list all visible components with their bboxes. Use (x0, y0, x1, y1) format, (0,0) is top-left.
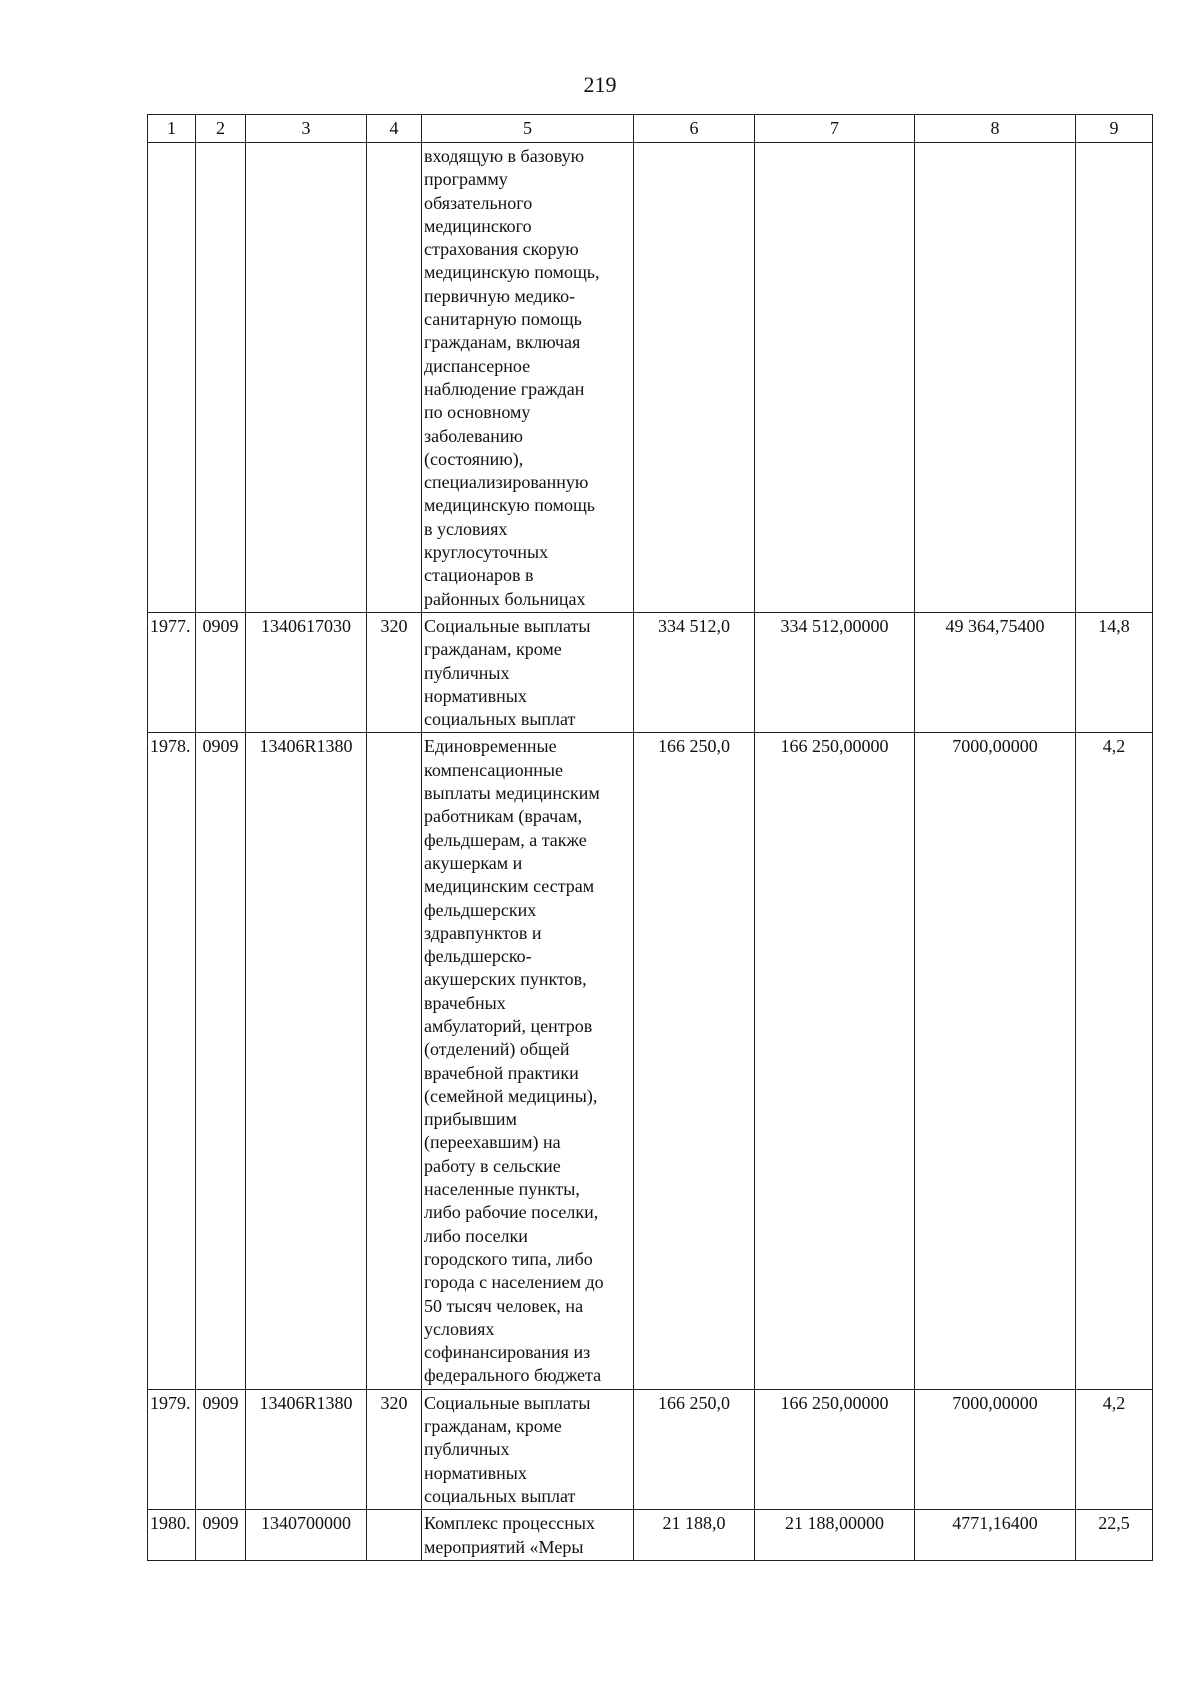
description-cell (422, 143, 634, 613)
revised-amount-cell (755, 143, 915, 613)
plan-amount-cell: 21 188,0 (634, 1510, 755, 1561)
description-line: наблюдение граждан (424, 378, 585, 399)
executed-amount-cell: 7000,00000 (915, 733, 1076, 1389)
header-cell: 8 (915, 115, 1076, 143)
description-line: компенсационные (424, 759, 563, 780)
header-cell: 4 (367, 115, 422, 143)
description-line: здравпунктов и (424, 922, 542, 943)
plan-amount-cell (634, 143, 755, 613)
description-line: населенные пункты, (424, 1179, 580, 1200)
expense-type-cell: 320 (367, 612, 422, 732)
description-line: мероприятий «Меры (424, 1536, 584, 1557)
description-line: публичных (424, 662, 510, 683)
description-line: медицинского (424, 215, 532, 236)
description-line: прибывшим (424, 1109, 517, 1130)
description-line: обязательного (424, 192, 533, 213)
description-line: фельдшерско- (424, 946, 532, 967)
description-line: страхования скорую (424, 239, 579, 260)
target-code-cell: 13406R1380 (246, 1389, 367, 1509)
percent-cell: 4,2 (1076, 733, 1153, 1389)
executed-amount-cell: 49 364,75400 (915, 612, 1076, 732)
description-line: стационаров в (424, 565, 534, 586)
description-line: Единовременные (424, 736, 557, 757)
row-number-cell (148, 143, 196, 613)
revised-amount-cell: 21 188,00000 (755, 1510, 915, 1561)
description-cell (422, 612, 634, 732)
description-line: (переехавшим) на (424, 1132, 561, 1153)
row-number-cell: 1979. (148, 1389, 196, 1509)
plan-amount-cell: 166 250,0 (634, 1389, 755, 1509)
header-cell: 1 (148, 115, 196, 143)
plan-amount-cell: 166 250,0 (634, 733, 755, 1389)
target-code-cell: 1340617030 (246, 612, 367, 732)
revised-amount-cell: 334 512,00000 (755, 612, 915, 732)
description-line: фельдшерских (424, 899, 537, 920)
budget-table (147, 114, 1153, 1561)
description-line: (состоянию), (424, 448, 524, 469)
description-line: фельдшерам, а также (424, 829, 587, 850)
executed-amount-cell: 4771,16400 (915, 1510, 1076, 1561)
description-line: медицинскую помощь, (424, 262, 600, 283)
description-line: федерального бюджета (424, 1365, 602, 1386)
percent-cell (1076, 143, 1153, 613)
description-line: первичную медико- (424, 285, 576, 306)
table-row (148, 143, 1153, 613)
description-line: (отделений) общей (424, 1039, 570, 1060)
table-row (148, 733, 1153, 1389)
header-row (148, 115, 1153, 143)
description-line: городского типа, либо (424, 1248, 593, 1269)
row-number-cell: 1980. (148, 1510, 196, 1561)
description-line: Социальные выплаты (424, 1392, 591, 1413)
percent-cell: 14,8 (1076, 612, 1153, 732)
expense-type-cell (367, 733, 422, 1389)
description-line: социальных выплат (424, 709, 576, 730)
description-line: специализированную (424, 472, 589, 493)
description-line: входящую в базовую (424, 146, 585, 166)
description-line: акушеркам и (424, 852, 523, 873)
description-line: (семейной медицины), (424, 1085, 598, 1106)
description-line: врачебных (424, 992, 506, 1013)
row-number-cell: 1978. (148, 733, 196, 1389)
page-number: 219 (583, 72, 617, 97)
header-cell: 5 (422, 115, 634, 143)
description-line: медицинскую помощь (424, 495, 596, 516)
description-line: нормативных (424, 685, 527, 706)
description-line: районных больницах (424, 588, 586, 609)
description-line: санитарную помощь (424, 309, 582, 330)
description-line: в условиях (424, 518, 508, 539)
table-body (148, 143, 1153, 1561)
description-line: выплаты медицинским (424, 783, 600, 804)
description-line: работу в сельские (424, 1155, 561, 1176)
description-line: по основному (424, 402, 531, 423)
description-line: круглосуточных (424, 542, 549, 563)
percent-cell: 22,5 (1076, 1510, 1153, 1561)
executed-amount-cell (915, 143, 1076, 613)
description-line: Комплекс процессных (424, 1513, 595, 1534)
description-line: условиях (424, 1318, 495, 1339)
header-cell: 3 (246, 115, 367, 143)
section-code-cell: 0909 (196, 733, 246, 1389)
target-code-cell: 1340700000 (246, 1510, 367, 1561)
expense-type-cell (367, 1510, 422, 1561)
description-line: амбулаторий, центров (424, 1015, 593, 1036)
description-cell (422, 1510, 634, 1561)
header-cell: 9 (1076, 115, 1153, 143)
description-cell (422, 1389, 634, 1509)
description-line: гражданам, кроме (424, 639, 562, 660)
description-line: софинансирования из (424, 1342, 591, 1363)
table-row (148, 1510, 1153, 1561)
executed-amount-cell: 7000,00000 (915, 1389, 1076, 1509)
expense-type-cell (367, 143, 422, 613)
revised-amount-cell: 166 250,00000 (755, 733, 915, 1389)
description-cell (422, 733, 634, 1389)
table-row (148, 612, 1153, 732)
description-line: Социальные выплаты (424, 615, 591, 636)
expense-type-cell: 320 (367, 1389, 422, 1509)
description-line: либо рабочие поселки, (424, 1202, 599, 1223)
row-number-cell: 1977. (148, 612, 196, 732)
description-line: медицинским сестрам (424, 876, 595, 897)
description-line: диспансерное (424, 355, 531, 376)
description-line: программу (424, 169, 508, 190)
section-code-cell: 0909 (196, 612, 246, 732)
description-line: 50 тысяч человек, на (424, 1295, 584, 1316)
description-line: социальных выплат (424, 1485, 576, 1506)
description-line: врачебной практики (424, 1062, 579, 1083)
description-line: заболеванию (424, 425, 523, 446)
plan-amount-cell: 334 512,0 (634, 612, 755, 732)
target-code-cell (246, 143, 367, 613)
section-code-cell (196, 143, 246, 613)
description-line: гражданам, кроме (424, 1416, 562, 1437)
percent-cell: 4,2 (1076, 1389, 1153, 1509)
table-row (148, 1389, 1153, 1509)
target-code-cell: 13406R1380 (246, 733, 367, 1389)
description-line: либо поселки (424, 1225, 528, 1246)
description-line: гражданам, включая (424, 332, 581, 353)
description-line: акушерских пунктов, (424, 969, 587, 990)
header-cell: 7 (755, 115, 915, 143)
description-line: публичных (424, 1439, 510, 1460)
description-line: работникам (врачам, (424, 806, 583, 827)
revised-amount-cell: 166 250,00000 (755, 1389, 915, 1509)
description-line: нормативных (424, 1462, 527, 1483)
description-line: города с населением до (424, 1272, 604, 1293)
section-code-cell: 0909 (196, 1510, 246, 1561)
header-cell: 6 (634, 115, 755, 143)
section-code-cell: 0909 (196, 1389, 246, 1509)
header-cell: 2 (196, 115, 246, 143)
